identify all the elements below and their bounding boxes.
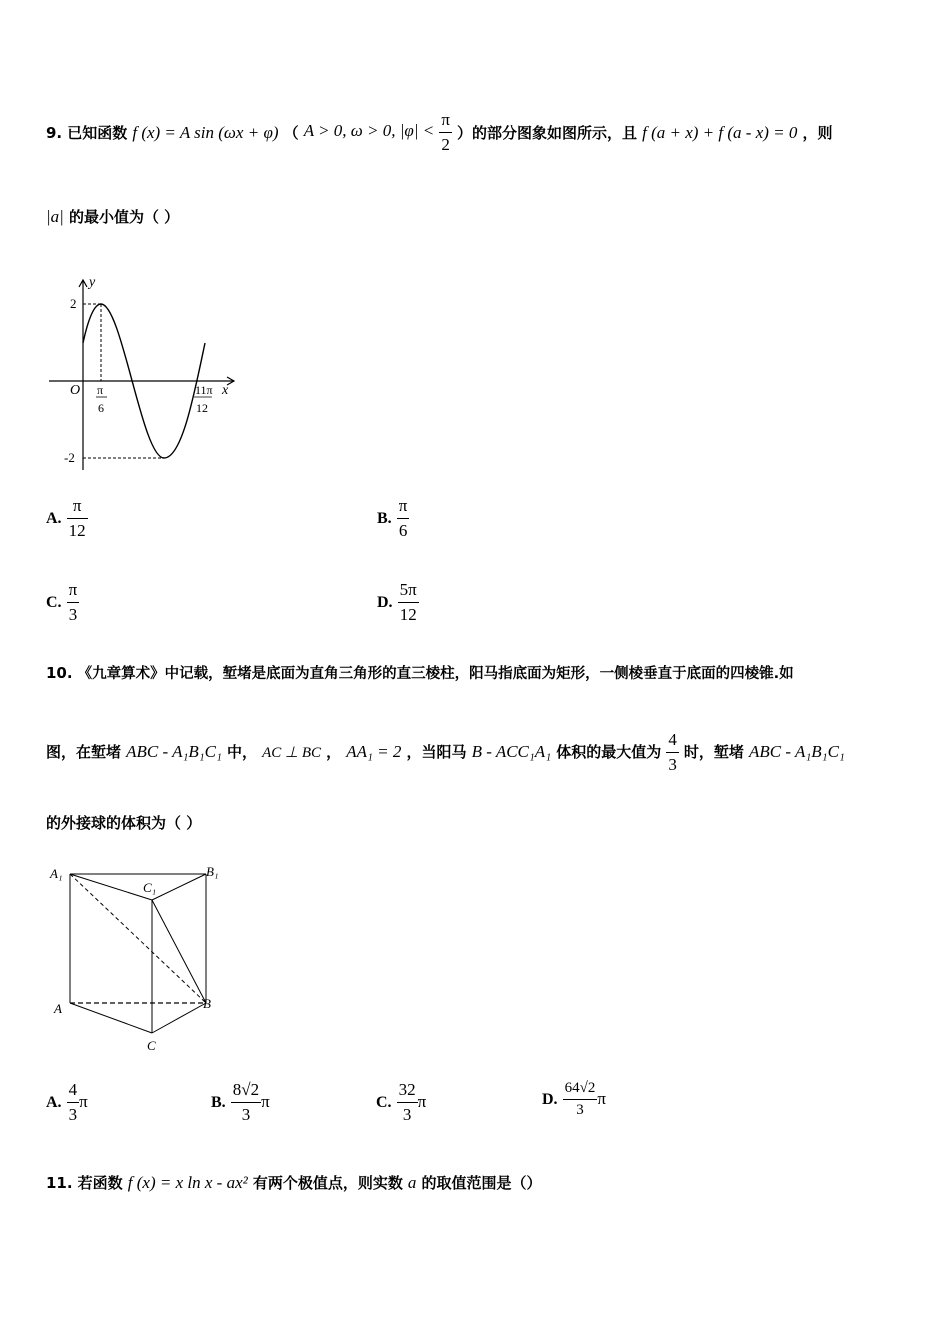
q10-option-c-value: $\frac{32}{3}$: [398, 1080, 416, 1124]
q10-option-b[interactable]: B. $\frac{8√2}{3}$ π: [211, 1080, 270, 1124]
q9-text-4: 的最小值为（ ）: [68, 208, 180, 226]
y-axis-label: y: [89, 275, 96, 290]
q9-line-1: [46, 110, 833, 155]
label-b: B: [203, 996, 211, 1011]
q10-option-a[interactable]: A. $\frac{4}{3}$ π: [46, 1080, 88, 1124]
q9-text-3: ，则: [802, 124, 833, 142]
q10-line-3: [46, 812, 201, 833]
y-min-label: -2: [64, 450, 75, 465]
q9-cond-fraction: $\frac{\pi}{2}$: [441, 110, 450, 154]
q9-option-d-value: $\frac{5\pi}{12}$: [399, 580, 417, 624]
q10-prism-2: ABC - A₁B₁C₁: [749, 742, 845, 761]
tick-1-denominator: 6: [98, 401, 104, 415]
q10-option-c[interactable]: C. $\frac{32}{3}$ π: [376, 1080, 427, 1124]
q10-line-1: [46, 662, 794, 683]
q10-text-6: 时，堑堵: [683, 743, 744, 761]
q9-option-a-value: $\frac{\pi}{12}$: [68, 496, 86, 540]
q10-perpendicular: AC ⊥ BC: [262, 745, 322, 761]
q11-number: 11.: [46, 1174, 73, 1192]
q9-option-b[interactable]: B. $\frac{\pi}{6}$: [377, 496, 408, 540]
q10-comma: ，: [326, 743, 342, 761]
diagonal-c1-b: [152, 900, 206, 1003]
q10-option-b-value: $\frac{8√2}{3}$: [232, 1080, 260, 1124]
q9-option-a[interactable]: A. $\frac{\pi}{12}$: [46, 496, 86, 540]
q11-text-2: 有两个极值点，则实数: [252, 1174, 403, 1192]
edge-a1-c1: [70, 874, 152, 900]
q9-option-d[interactable]: D. $\frac{5\pi}{12}$: [377, 580, 417, 624]
q10-prism-figure: [46, 860, 236, 1060]
x-axis-label: x: [222, 383, 229, 398]
origin-label: O: [70, 383, 81, 398]
q10-text-1: 《九章算术》中记载，堑堵是底面为直角三角形的直三棱柱，阳马指底面为矩形，一侧棱垂直于底面的四棱锥.如: [77, 666, 794, 682]
label-a1: A₁: [50, 866, 63, 881]
q10-option-d[interactable]: D. $\frac{64√2}{3}$ π: [542, 1080, 606, 1118]
label-a: A: [54, 1001, 62, 1016]
q10-option-a-value: $\frac{4}{3}$: [68, 1080, 78, 1124]
q11-text-1: 若函数: [77, 1174, 123, 1192]
q10-number: 10.: [46, 664, 73, 682]
q10-text-7: 的外接球的体积为（ ）: [46, 814, 202, 832]
label-b1: B₁: [206, 864, 219, 879]
q9-sine-graph: [44, 270, 244, 480]
edge-c1-b1: [152, 874, 206, 900]
diagonal-a1-b-hidden: [70, 874, 206, 1003]
q10-text-3: 中，: [227, 743, 258, 761]
q9-option-c[interactable]: C. $\frac{\pi}{3}$: [46, 580, 78, 624]
q9-function: f (x) = A sin (ωx + φ): [132, 123, 279, 142]
edge-a-c: [70, 1003, 152, 1033]
label-c: C: [147, 1038, 156, 1053]
q10-option-d-value: $\frac{64√2}{3}$: [564, 1080, 596, 1118]
tick-2-numerator: 11π: [195, 383, 213, 397]
q11-function: f (x) = x ln x - ax²: [127, 1173, 248, 1192]
q10-line-2: [46, 730, 845, 775]
q11-text-3: 的取值范围是（）: [421, 1174, 542, 1192]
q9-cond-open: （: [283, 124, 299, 142]
q9-condition: A > 0, ω > 0, |φ| < $\frac{\pi}{2}$: [303, 110, 450, 154]
q9-text-2: ）的部分图象如图所示，且: [457, 124, 638, 142]
q9-option-c-value: $\frac{\pi}{3}$: [68, 580, 78, 624]
q11-line-1: [46, 1172, 542, 1193]
edge-c-b: [152, 1003, 206, 1033]
q10-text-2: 图，在堑堵: [46, 743, 122, 761]
q9-abs-a: |a|: [46, 207, 64, 226]
label-c1: C₁: [143, 880, 157, 895]
q9-number: 9.: [46, 124, 63, 142]
q9-line-2: [46, 206, 179, 227]
q9-equation: f (a + x) + f (a - x) = 0: [642, 123, 798, 142]
q10-prism: ABC - A₁B₁C₁: [126, 742, 222, 761]
q10-text-4: ，当阳马: [406, 743, 467, 761]
q9-text-1: 已知函数: [67, 124, 128, 142]
q11-variable: a: [407, 1173, 417, 1192]
q10-aa1: AA₁ = 2: [346, 742, 402, 761]
q10-yangma: B - ACC₁A₁: [471, 742, 552, 761]
tick-1-numerator: π: [97, 383, 104, 397]
q9-option-b-value: $\frac{\pi}{6}$: [398, 496, 408, 540]
y-max-label: 2: [70, 296, 77, 311]
q10-volume-fraction: $\frac{4}{3}$: [668, 730, 677, 774]
tick-2-denominator: 12: [196, 401, 208, 415]
q10-text-5: 体积的最大值为: [556, 743, 662, 761]
